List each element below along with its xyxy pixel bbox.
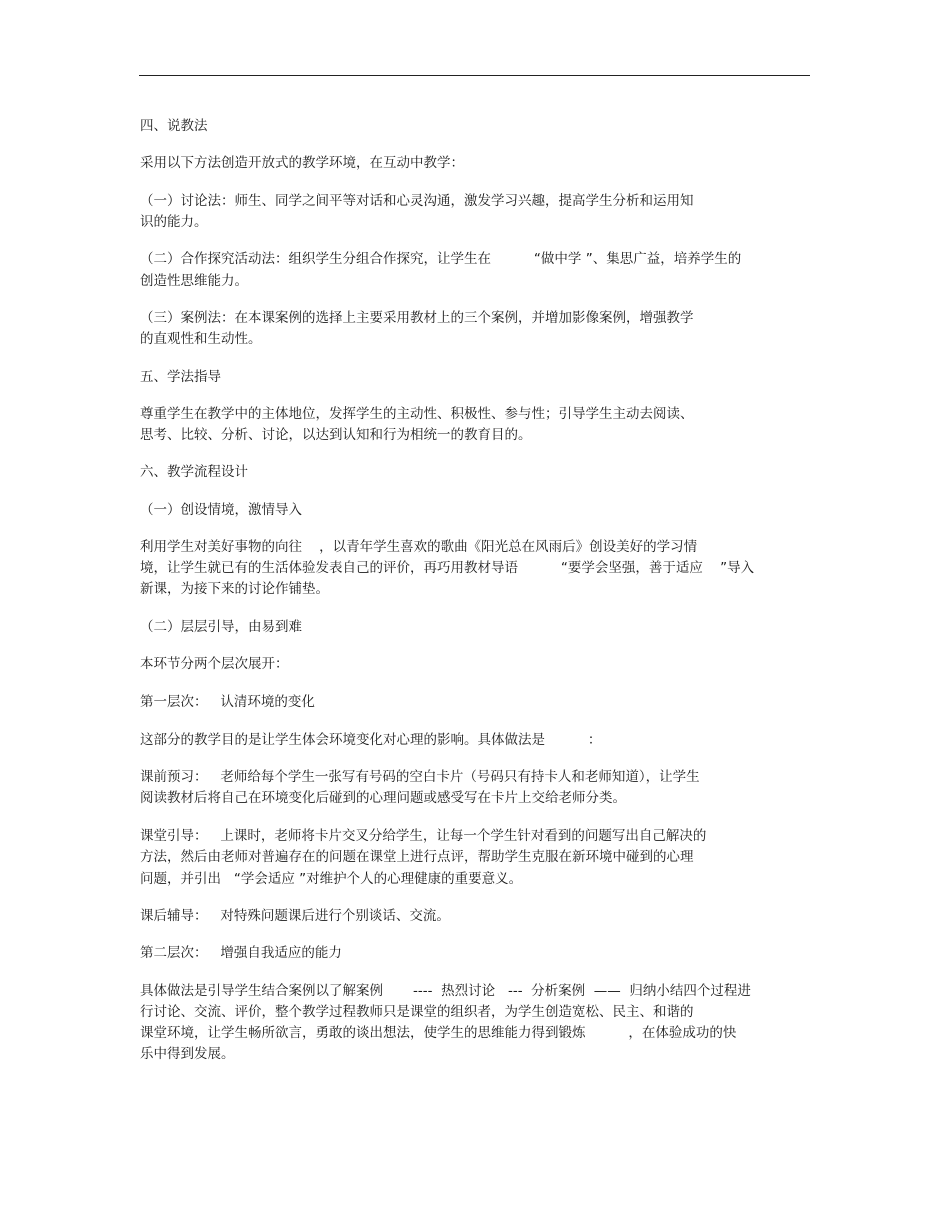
- heading-teaching-methods: 四、说教法: [140, 118, 208, 134]
- subheading: 第一层次： 认清环境的变化: [140, 694, 315, 710]
- paragraph-line: 方法，然后由老师对普遍存在的问题在课堂上进行点评，帮助学生克服在新环境中碰到的心理: [140, 849, 694, 865]
- paragraph-line: （二）合作探究活动法：组织学生分组合作探究，让学生在 “做中学 ”、集思广益，培养学生的: [140, 251, 742, 267]
- paragraph-line: 问题，并引出 “学会适应 ”对维护个人的心理健康的重要意义。: [140, 871, 523, 887]
- paragraph-line: 的直观性和生动性。: [140, 331, 262, 347]
- subheading: （二）层层引导，由易到难: [140, 619, 302, 635]
- paragraph-line: 课前预习： 老师给每个学生一张写有号码的空白卡片（号码只有持卡人和老师知道），让学生: [140, 769, 700, 785]
- paragraph-line: （三）案例法：在本课案例的选择上主要采用教材上的三个案例，并增加影像案例，增强教学: [140, 310, 694, 326]
- paragraph-line: 尊重学生在教学中的主体地位，发挥学生的主动性、积极性、参与性；引导学生主动去阅读、: [140, 406, 694, 422]
- paragraph-line: 采用以下方法创造开放式的教学环境，在互动中教学：: [140, 155, 464, 171]
- paragraph-line: （一）讨论法：师生、同学之间平等对话和心灵沟通，激发学习兴趣，提高学生分析和运用知: [140, 193, 694, 209]
- heading-study-guidance: 五、学法指导: [140, 369, 221, 385]
- subheading: 第二层次： 增强自我适应的能力: [140, 945, 342, 961]
- paragraph-line: 思考、比较、分析、讨论，以达到认知和行为相统一的教育目的。: [140, 427, 532, 443]
- subheading: （一）创设情境，激情导入: [140, 502, 302, 518]
- paragraph-line: 课堂环境，让学生畅所欲言，勇敢的谈出想法，使学生的思维能力得到锻炼 ，在体验成功的快: [140, 1025, 737, 1041]
- paragraph-line: 课堂引导： 上课时，老师将卡片交叉分给学生，让每一个学生针对看到的问题写出自己解决的: [140, 828, 707, 844]
- paragraph-line: 创造性思维能力。: [140, 273, 248, 289]
- paragraph-line: 课后辅导： 对特殊问题课后进行个别谈话、交流。: [140, 908, 450, 924]
- paragraph-line: 境，让学生就已有的生活体验发表自己的评价，再巧用教材导语 “要学会坚强，善于适应 ”导入: [140, 560, 755, 576]
- header-rule: [139, 75, 810, 76]
- heading-teaching-process: 六、教学流程设计: [140, 464, 248, 480]
- paragraph-line: 本环节分两个层次展开：: [140, 656, 289, 672]
- paragraph-line: 利用学生对美好事物的向往 ，以青年学生喜欢的歌曲《阳光总在风雨后》创设美好的学习情: [140, 539, 698, 555]
- paragraph-line: 具体做法是引导学生结合案例以了解案例 ---- 热烈讨论 --- 分析案例 —— 归纳小结四个过程进: [140, 983, 751, 999]
- paragraph-line: 行讨论、交流、评价，整个教学过程教师只是课堂的组织者，为学生创造宽松、民主、和谐的: [140, 1004, 694, 1020]
- paragraph-line: 这部分的教学目的是让学生体会环境变化对心理的影响。具体做法是 ：: [140, 732, 602, 748]
- paragraph-line: 识的能力。: [140, 214, 208, 230]
- paragraph-line: 新课，为接下来的讨论作铺垫。: [140, 581, 329, 597]
- paragraph-line: 乐中得到发展。: [140, 1046, 235, 1062]
- paragraph-line: 阅读教材后将自己在环境变化后碰到的心理问题或感受写在卡片上交给老师分类。: [140, 790, 626, 806]
